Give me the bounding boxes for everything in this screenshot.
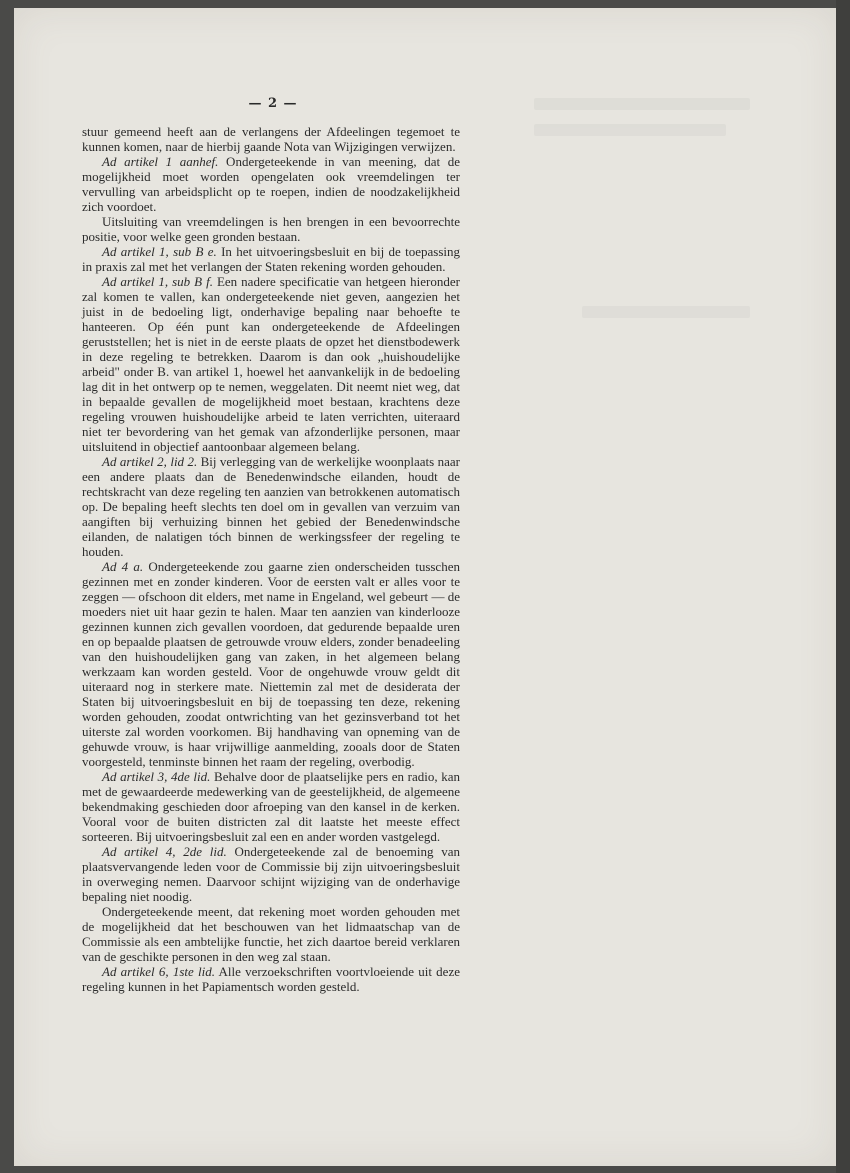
paragraph: Ad artikel 1 aanhef. Ondergeteekende in van meening, dat de mogelijkheid moet worden opengelaten ook vreemdelingen ter vervulling van arbeidsplicht op te roepen, indien de noodzakelijkheid zich voordoet.: [82, 154, 460, 214]
show-through-text: [534, 98, 774, 258]
page-number: — 2 —: [248, 96, 298, 111]
paragraph-heading: Ad artikel 3, 4de lid.: [102, 769, 211, 784]
paragraph: Uitsluiting van vreemdelingen is hen brengen in een bevoorrechte positie, voor welke geen gronden bestaan.: [82, 214, 460, 244]
paragraph-heading: Ad artikel 1, sub B e.: [102, 244, 217, 259]
scanner-edge: [836, 0, 850, 1173]
body-text: [82, 124, 460, 994]
paragraph-heading: Ad artikel 1, sub B f.: [102, 274, 213, 289]
paragraph: Ad artikel 4, 2de lid. Ondergeteekende zal de benoeming van plaatsvervangende leden voor de Commissie bij zijn uitvoeringsbesluit in overweging nemen. Daarvoor schijnt wijziging van de onderhavige bepaling niet noodig.: [82, 844, 461, 904]
paragraph: Ad artikel 6, 1ste lid. Alle verzoekschriften voortvloeiende uit deze regeling kunnen in het Papiamentsch worden gesteld.: [82, 964, 460, 994]
paragraph: Ad artikel 1, sub B f. Een nadere specificatie van hetgeen hieronder zal komen te vallen, kan ondergeteekende niet geven, aangezien het juist in de bedoeling ligt, onderhavige bepaling naar behoefte te hanteeren. Op één punt kan ondergeteekende de Afdeelingen geruststellen; het is niet in de eerste plaats de opzet het dienstbodewerk in deze regeling te betrekken. Daarom is dan ook „huishoudelijke arbeid" onder B. van artikel 1, hoewel het aanvankelijk in de bedoeling lag dit in het ontwerp op te nemen, weggelaten. Dit neemt niet weg, dat in bepaalde gevallen de mogelijkheid moet bestaan, krachtens deze regeling vrouwen huishoudelijke arbeid te laten verrichten, uiteraard niet ter bevordering van het gemak van afzonderlijke personen, maar uitsluitend in objectief aantoonbaar algemeen belang.: [82, 274, 460, 454]
paragraph: Ondergeteekende meent, dat rekening moet worden gehouden met de mogelijkheid dat het beschouwen van het lidmaatschap van de Commissie als een ambtelijke functie, het zich daartoe bereid verklaren van de geschikte personen in den weg zal staan.: [82, 904, 460, 964]
paragraph-heading: Ad artikel 1 aanhef.: [102, 154, 219, 169]
paragraph-heading: Ad artikel 6, 1ste lid.: [102, 964, 215, 979]
paragraph: Ad artikel 2, lid 2. Bij verlegging van de werkelijke woonplaats naar een andere plaats dan de Benedenwindsche eilanden, houdt de rechtskracht van deze regeling ten aanzien van betrokkenen automatisch op. De bepaling heeft slechts ten doel om in gevallen van verzuim van aangiften bij verhuizing binnen het gebied der Benedenwindsche eilanden, de nalatigen tóch binnen de werkingssfeer der regeling te houden.: [82, 454, 460, 559]
paragraph-heading: Ad artikel 2, lid 2.: [102, 454, 198, 469]
paragraph: stuur gemeend heeft aan de verlangens der Afdeelingen tegemoet te kunnen komen, naar de hierbij gaande Nota van Wijzigingen verwijzen.: [82, 124, 460, 154]
paragraph: Ad artikel 1, sub B e. In het uitvoeringsbesluit en bij de toepassing in praxis zal met het verlangen der Staten rekening worden gehouden.: [82, 244, 460, 274]
paragraph: Ad artikel 3, 4de lid. Behalve door de plaatselijke pers en radio, kan met de gewaardeerde medewerking van de geestelijkheid, de algemeene bekendmaking geschieden door afroeping van den kansel in de kerken. Vooral voor de buiten districten zal dit laatste het meeste effect sorteeren. Bij uitvoeringsbesluit zal een en ander worden vastgelegd.: [82, 769, 460, 844]
paragraph: Ad 4 a. Ondergeteekende zou gaarne zien onderscheiden tusschen gezinnen met en zonder kinderen. Voor de eersten valt er alles voor te zeggen — ofschoon dit elders, met name in Engeland, wel gebeurt — de moeders niet uit haar gezin te halen. Maar ten aanzien van kinderlooze gezinnen kunnen zich gevallen voordoen, dat gedurende bepaalde uren en op bepaalde plaatsen de getrouwde vrouw elders, zonder benadeeling van den huishoudelijken gang van zaken, in het algemeen belang werkzaam kan worden gesteld. Voor de ongehuwde vrouw geldt dit uiteraard nog in sterkere mate. Niettemin zal met de desiderata der Staten bij uitvoeringsbesluit en bij de toepassing ten deze, rekening worden gehouden, zoodat ontwrichting van het gezinsverband tot het uiterste zal worden voorkomen. Bij handhaving van opneming van de gehuwde vrouw, is haar vrijwillige aanmelding, zooals door de Staten voorgesteld, tenminste binnen het raam der regeling, overbodig.: [82, 559, 460, 769]
paragraph-heading: Ad 4 a.: [102, 559, 144, 574]
paragraph-heading: Ad artikel 4, 2de lid.: [102, 844, 227, 859]
